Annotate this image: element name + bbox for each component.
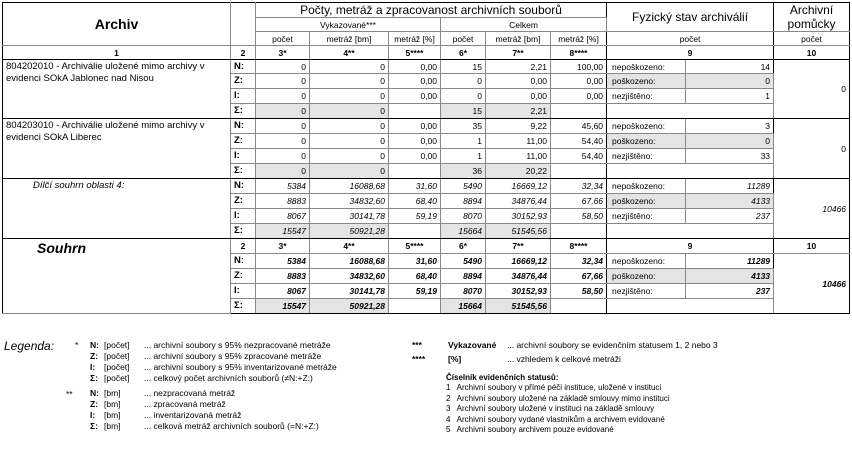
- vyk-metraz-pct: 0,00: [389, 60, 441, 74]
- vyk-metraz-pct: 0,00: [389, 134, 441, 149]
- celk-metraz-pct: 45,60: [551, 119, 607, 134]
- souhrn-colnum-4: 4**: [310, 239, 389, 254]
- celk-metraz: 30152,93: [486, 209, 551, 224]
- celk-pocet: 15: [441, 60, 486, 74]
- souhrn-colnum-10: 10: [774, 239, 850, 254]
- celk-metraz: 2,21: [486, 60, 551, 74]
- vyk-metraz: 16088,68: [310, 179, 389, 194]
- fyz-empty: [607, 164, 774, 179]
- ciselnik-item: 3 Archivní soubory uložené v instituci na základě smlouvy: [446, 404, 655, 413]
- fyz-value-posk: 0: [686, 134, 774, 149]
- legend-unit: [bm]: [104, 399, 121, 409]
- vyk-pocet: 5384: [256, 179, 310, 194]
- legend-star2: **: [66, 389, 73, 399]
- celkem-header: Celkem: [441, 18, 607, 32]
- fyz-label-nezj: nezjištěno:: [607, 284, 686, 299]
- row-label-Z: Z:: [231, 194, 256, 209]
- ciselnik-item: 2 Archivní soubory uložené na základě smlouvy mimo instituci: [446, 393, 670, 403]
- vyk-pocet: 8883: [256, 194, 310, 209]
- legend-star3: ***: [412, 340, 422, 350]
- sub-metraz-pct-2: metráž [%]: [551, 32, 607, 46]
- celk-metraz-pct: [551, 164, 607, 179]
- celk-metraz-pct: [551, 224, 607, 239]
- celk-metraz-pct: 0,00: [551, 89, 607, 104]
- vyk-metraz: 0: [310, 134, 389, 149]
- celk-metraz: 34876,44: [486, 194, 551, 209]
- souhrn-colnum-2: 2: [231, 239, 256, 254]
- celk-metraz: 51545,56: [486, 299, 551, 314]
- legend-star3-text: ... archivní soubory se evidenčním statusem 1, 2 nebo 3: [507, 340, 718, 350]
- ciselnik-item: 5 Archivní soubory archivem pouze evidované: [446, 425, 614, 434]
- celk-metraz: 34876,44: [486, 269, 551, 284]
- fyz-value-nezj: 1: [686, 89, 774, 104]
- legend-item: [90, 351, 337, 362]
- block-name: Dílčí souhrn oblasti 4:: [3, 179, 231, 239]
- celk-pocet: 0: [441, 74, 486, 89]
- vyk-pocet: 5384: [256, 254, 310, 269]
- vyk-metraz-pct: 0,00: [389, 74, 441, 89]
- legend-key: Σ:: [90, 373, 98, 383]
- row-label-S: Σ:: [231, 224, 256, 239]
- legend-key: N:: [90, 340, 99, 350]
- celk-metraz: 16669,12: [486, 179, 551, 194]
- row-label-I: I:: [231, 284, 256, 299]
- block-name: 804202010 - Archiválie uložené mimo archivy v evidenci SOkA Jablonec nad Nisou: [3, 60, 231, 119]
- fyzicky-stav-header: Fyzický stav archiválií: [607, 3, 774, 32]
- vyk-pocet: 0: [256, 149, 310, 164]
- legend-key: Σ:: [90, 421, 98, 431]
- legend-text: ... zpracovaná metráž: [144, 399, 226, 409]
- vyk-metraz-pct: [389, 164, 441, 179]
- legend-key: I:: [90, 362, 96, 372]
- row-label-I: I:: [231, 89, 256, 104]
- legend-unit: [počet]: [104, 351, 130, 361]
- row-label-Z: Z:: [231, 269, 256, 284]
- celk-pocet: 15664: [441, 299, 486, 314]
- ciselnik-list: [446, 383, 670, 436]
- colnum-8: 8****: [551, 46, 607, 60]
- celk-metraz: 11,00: [486, 134, 551, 149]
- vyk-metraz-pct: 68,40: [389, 194, 441, 209]
- legend-text: ... archivní soubory s 95% zpracované metráže: [144, 351, 322, 361]
- colnum-1: 1: [3, 46, 231, 60]
- celk-metraz: 30152,93: [486, 284, 551, 299]
- row-label-N: N:: [231, 179, 256, 194]
- sub-metraz-bm-2: metráž [bm]: [486, 32, 551, 46]
- vyk-metraz: 34832,60: [310, 194, 389, 209]
- fyz-label-posk: poškozeno:: [607, 74, 686, 89]
- colnum-5: 5****: [389, 46, 441, 60]
- vyk-metraz: 0: [310, 74, 389, 89]
- ciselnik-item: 4 Archivní soubory vydané vlastníkům a archivem evidované: [446, 414, 665, 424]
- celk-metraz: 0,00: [486, 74, 551, 89]
- legend-unit: [bm]: [104, 388, 121, 398]
- celk-metraz-pct: 58,50: [551, 209, 607, 224]
- legend-unit: [počet]: [104, 362, 130, 372]
- fyz-empty: [607, 104, 774, 119]
- legend-star3-key: Vykazované: [448, 340, 497, 350]
- colnum-10: 10: [774, 46, 850, 60]
- vyk-metraz-pct: [389, 224, 441, 239]
- legend-key: N:: [90, 388, 99, 398]
- souhrn-colnum-6: 6*: [441, 239, 486, 254]
- celk-metraz-pct: 32,34: [551, 254, 607, 269]
- celk-pocet: 8070: [441, 209, 486, 224]
- fyz-label-nepo: nepoškozeno:: [607, 119, 686, 134]
- vyk-pocet: 0: [256, 134, 310, 149]
- legend-title: Legenda:: [4, 339, 55, 353]
- legend-left-counts: [90, 340, 337, 384]
- legend-text: ... celkový počet archivních souborů (≠N:+Z:): [144, 373, 313, 383]
- celk-metraz-pct: 32,34: [551, 179, 607, 194]
- vyk-metraz: 34832,60: [310, 269, 389, 284]
- vyk-metraz-pct: 31,60: [389, 179, 441, 194]
- pomucky-value: 0: [774, 119, 850, 179]
- vyk-metraz: 50921,28: [310, 299, 389, 314]
- vyk-pocet: 8883: [256, 269, 310, 284]
- vyk-metraz: 0: [310, 104, 389, 119]
- legend-unit: [počet]: [104, 340, 130, 350]
- vyk-metraz-pct: [389, 104, 441, 119]
- legend-item: [90, 340, 337, 351]
- legend-left-metraz: [90, 388, 319, 432]
- vyk-pocet: 0: [256, 74, 310, 89]
- colnum-3: 3*: [256, 46, 310, 60]
- celk-pocet: 15664: [441, 224, 486, 239]
- row-label-N: N:: [231, 119, 256, 134]
- fyz-value-posk: 4133: [686, 194, 774, 209]
- legend-star4-text: ... vzhledem k celkové metráži: [507, 354, 621, 364]
- celk-pocet: 8894: [441, 269, 486, 284]
- celk-pocet: 36: [441, 164, 486, 179]
- legend-star4-key: [%]: [448, 354, 462, 364]
- archiv-header: Archiv: [3, 3, 231, 46]
- souhrn-colnum-8: 8****: [551, 239, 607, 254]
- vyk-pocet: 0: [256, 60, 310, 74]
- fyz-label-posk: poškozeno:: [607, 194, 686, 209]
- celk-metraz-pct: [551, 104, 607, 119]
- souhrn-title: Souhrn: [3, 239, 231, 314]
- legend-unit: [počet]: [104, 373, 130, 383]
- celk-metraz: 20,22: [486, 164, 551, 179]
- vyk-metraz: 0: [310, 149, 389, 164]
- vyk-metraz: 16088,68: [310, 254, 389, 269]
- ciselnik-item: 1 Archivní soubory v přímé péči instituce, uložené v instituci: [446, 383, 662, 392]
- souhrn-colnum-7: 7**: [486, 239, 551, 254]
- vyk-metraz-pct: 0,00: [389, 119, 441, 134]
- fyz-label-posk: poškozeno:: [607, 134, 686, 149]
- vyk-pocet: 0: [256, 104, 310, 119]
- legend-text: ... archivní soubory s 95% nezpracované metráže: [144, 340, 331, 350]
- celk-pocet: 35: [441, 119, 486, 134]
- legend-item: [90, 362, 337, 373]
- colnum-7: 7**: [486, 46, 551, 60]
- fyz-label-nezj: nezjištěno:: [607, 149, 686, 164]
- legend-item: [90, 410, 319, 421]
- legend-key: Z:: [90, 399, 99, 409]
- colnum-9: 9: [607, 46, 774, 60]
- archive-report-table: [2, 2, 850, 314]
- celk-metraz-pct: 54,40: [551, 134, 607, 149]
- sub-pocet-pomucky: počet: [774, 32, 850, 46]
- celk-metraz-pct: 58,50: [551, 284, 607, 299]
- row-label-N: N:: [231, 254, 256, 269]
- archivni-pomucky-header: Archivní pomůcky: [774, 3, 850, 32]
- celk-metraz: 11,00: [486, 149, 551, 164]
- fyz-empty: [607, 224, 774, 239]
- legend-item: [90, 388, 319, 399]
- celk-pocet: 8894: [441, 194, 486, 209]
- row-label-I: I:: [231, 209, 256, 224]
- celk-metraz-pct: 67,66: [551, 194, 607, 209]
- celk-pocet: 5490: [441, 254, 486, 269]
- fyz-value-nezj: 237: [686, 209, 774, 224]
- vyk-metraz: 0: [310, 119, 389, 134]
- vyk-pocet: 0: [256, 119, 310, 134]
- legend-item: [90, 421, 319, 432]
- fyz-value-nepo: 11289: [686, 254, 774, 269]
- row-label-I: I:: [231, 149, 256, 164]
- legend-unit: [bm]: [104, 421, 121, 431]
- celk-metraz-pct: [551, 299, 607, 314]
- legend-item: [90, 373, 337, 384]
- fyz-value-nepo: 11289: [686, 179, 774, 194]
- fyz-label-nepo: nepoškozeno:: [607, 179, 686, 194]
- pomucky-value: 10466: [774, 179, 850, 239]
- celk-pocet: 8070: [441, 284, 486, 299]
- fyz-value-nezj: 33: [686, 149, 774, 164]
- fyz-label-nezj: nezjištěno:: [607, 89, 686, 104]
- colnum-4: 4**: [310, 46, 389, 60]
- vyk-metraz-pct: 0,00: [389, 149, 441, 164]
- legend-unit: [bm]: [104, 410, 121, 420]
- vyk-pocet: 0: [256, 164, 310, 179]
- vyk-metraz: 0: [310, 164, 389, 179]
- vyk-metraz: 0: [310, 89, 389, 104]
- pomucky-value: 0: [774, 60, 850, 119]
- pomucky-value: 10466: [774, 254, 850, 314]
- pocty-header: Počty, metráž a zpracovanost archivních souborů: [256, 3, 607, 18]
- celk-metraz: 51545,56: [486, 224, 551, 239]
- sub-pocet: počet: [256, 32, 310, 46]
- sub-metraz-pct: metráž [%]: [389, 32, 441, 46]
- celk-pocet: 1: [441, 149, 486, 164]
- celk-pocet: 1: [441, 134, 486, 149]
- celk-metraz: 0,00: [486, 89, 551, 104]
- celk-pocet: 15: [441, 104, 486, 119]
- vyk-pocet: 0: [256, 89, 310, 104]
- vyk-metraz: 30141,78: [310, 209, 389, 224]
- legend-text: ... nezpracovaná metráž: [144, 388, 236, 398]
- legend-text: ... inventarizovaná metráž: [144, 410, 242, 420]
- vyk-metraz-pct: 59,19: [389, 209, 441, 224]
- souhrn-colnum-5: 5****: [389, 239, 441, 254]
- colnum-6: 6*: [441, 46, 486, 60]
- row-label-S: Σ:: [231, 164, 256, 179]
- vyk-metraz: 30141,78: [310, 284, 389, 299]
- colnum-2: 2: [231, 46, 256, 60]
- celk-metraz-pct: 67,66: [551, 269, 607, 284]
- vyk-metraz-pct: 0,00: [389, 89, 441, 104]
- vyk-metraz-pct: 68,40: [389, 269, 441, 284]
- vyk-metraz: 50921,28: [310, 224, 389, 239]
- vykazovane-header: Vykazované***: [256, 18, 441, 32]
- celk-metraz: 2,21: [486, 104, 551, 119]
- sub-pocet-fyz: počet: [607, 32, 774, 46]
- legend-item: [90, 399, 319, 410]
- legend-star1: *: [75, 340, 79, 350]
- celk-metraz-pct: 100,00: [551, 60, 607, 74]
- label-col-header: [231, 3, 256, 46]
- legend-star4: ****: [412, 354, 426, 364]
- vyk-metraz-pct: 31,60: [389, 254, 441, 269]
- block-name: 804203010 - Archiválie uložené mimo archivy v evidenci SOkA Liberec: [3, 119, 231, 179]
- row-label-S: Σ:: [231, 104, 256, 119]
- vyk-metraz-pct: 59,19: [389, 284, 441, 299]
- fyz-label-posk: poškozeno:: [607, 269, 686, 284]
- vyk-pocet: 8067: [256, 209, 310, 224]
- fyz-value-posk: 4133: [686, 269, 774, 284]
- vyk-metraz-pct: [389, 299, 441, 314]
- celk-metraz-pct: 54,40: [551, 149, 607, 164]
- souhrn-colnum-9: 9: [607, 239, 774, 254]
- vyk-pocet: 15547: [256, 224, 310, 239]
- celk-pocet: 0: [441, 89, 486, 104]
- ciselnik-title: Číselník evidenčních statusů:: [446, 373, 559, 382]
- vyk-metraz: 0: [310, 60, 389, 74]
- row-label-Z: Z:: [231, 74, 256, 89]
- souhrn-colnum-3: 3*: [256, 239, 310, 254]
- legend-text: ... celková metráž archivních souborů (=N:+Z:): [144, 421, 319, 431]
- row-label-N: N:: [231, 60, 256, 74]
- fyz-value-posk: 0: [686, 74, 774, 89]
- vyk-pocet: 8067: [256, 284, 310, 299]
- celk-pocet: 5490: [441, 179, 486, 194]
- celk-metraz: 9,22: [486, 119, 551, 134]
- row-label-S: Σ:: [231, 299, 256, 314]
- row-label-Z: Z:: [231, 134, 256, 149]
- sub-metraz-bm: metráž [bm]: [310, 32, 389, 46]
- legend-key: Z:: [90, 351, 99, 361]
- legend-key: I:: [90, 410, 96, 420]
- fyz-label-nepo: nepoškozeno:: [607, 254, 686, 269]
- fyz-label-nezj: nezjištěno:: [607, 209, 686, 224]
- sub-pocet-2: počet: [441, 32, 486, 46]
- celk-metraz: 16669,12: [486, 254, 551, 269]
- fyz-empty: [607, 299, 774, 314]
- fyz-value-nepo: 14: [686, 60, 774, 74]
- fyz-value-nezj: 237: [686, 284, 774, 299]
- fyz-label-nepo: nepoškozeno:: [607, 60, 686, 74]
- vyk-pocet: 15547: [256, 299, 310, 314]
- fyz-value-nepo: 3: [686, 119, 774, 134]
- legend-text: ... archivní soubory s 95% inventarizované metráže: [144, 362, 337, 372]
- celk-metraz-pct: 0,00: [551, 74, 607, 89]
